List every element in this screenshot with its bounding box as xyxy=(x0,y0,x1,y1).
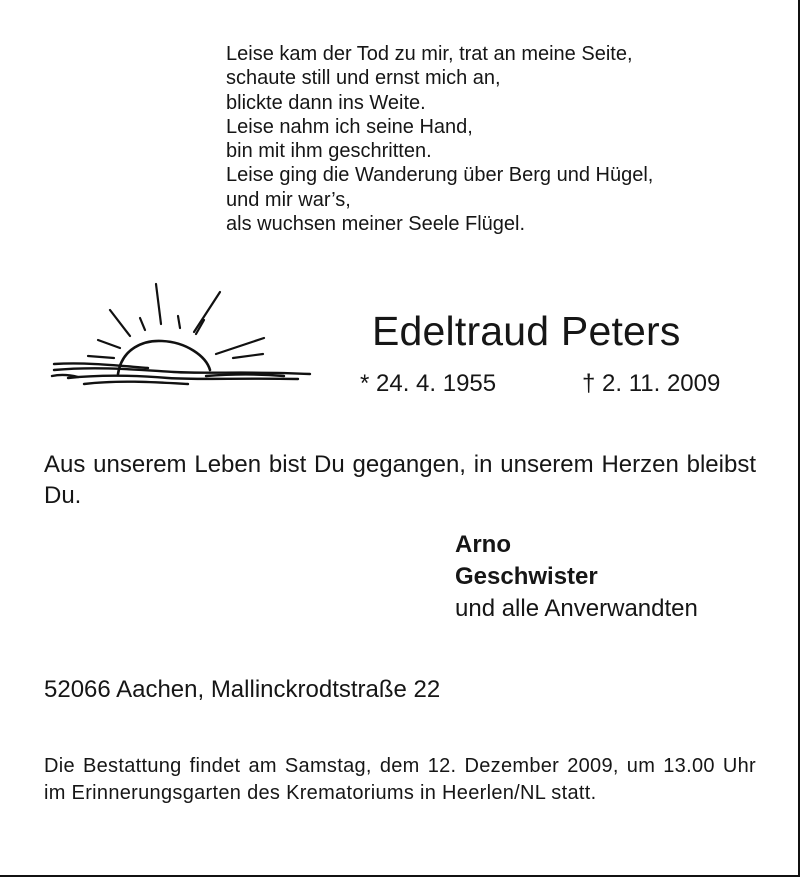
poem-line: Leise ging die Wanderung über Berg und Hügel, xyxy=(226,164,654,187)
mourner-relatives: und alle Anverwandten xyxy=(455,595,698,622)
birth-date: * 24. 4. 1955 xyxy=(360,370,497,397)
poem-line: blickte dann ins Weite. xyxy=(226,91,426,114)
poem xyxy=(226,42,653,236)
mourner-name: Arno xyxy=(455,531,511,558)
farewell-text: Aus unserem Leben bist Du gegangen, in unserem Herzen bleibst Du. xyxy=(44,451,756,509)
mourner-group: Geschwister xyxy=(455,563,598,590)
address: 52066 Aachen, Mallinckrodtstraße 22 xyxy=(44,676,441,703)
setting-sun-icon xyxy=(48,278,318,398)
poem-line: Leise nahm ich seine Hand, xyxy=(226,115,473,138)
poem-line: als wuchsen meiner Seele Flügel. xyxy=(226,213,526,236)
poem-line: schaute still und ernst mich an, xyxy=(226,67,501,90)
poem-line: Leise kam der Tod zu mir, trat an meine Seite, xyxy=(226,43,633,65)
poem-line: bin mit ihm geschritten. xyxy=(226,140,432,163)
deceased-name: Edeltraud Peters xyxy=(372,308,681,354)
mourners xyxy=(455,529,698,625)
burial-notice: Die Bestattung findet am Samstag, dem 12. Dezember 2009, um 13.00 Uhr im Erinnerungsgarten des Krematoriums in Heerlen/NL statt. xyxy=(44,755,756,804)
death-date: † 2. 11. 2009 xyxy=(582,370,721,397)
poem-line: und mir war’s, xyxy=(226,188,351,211)
